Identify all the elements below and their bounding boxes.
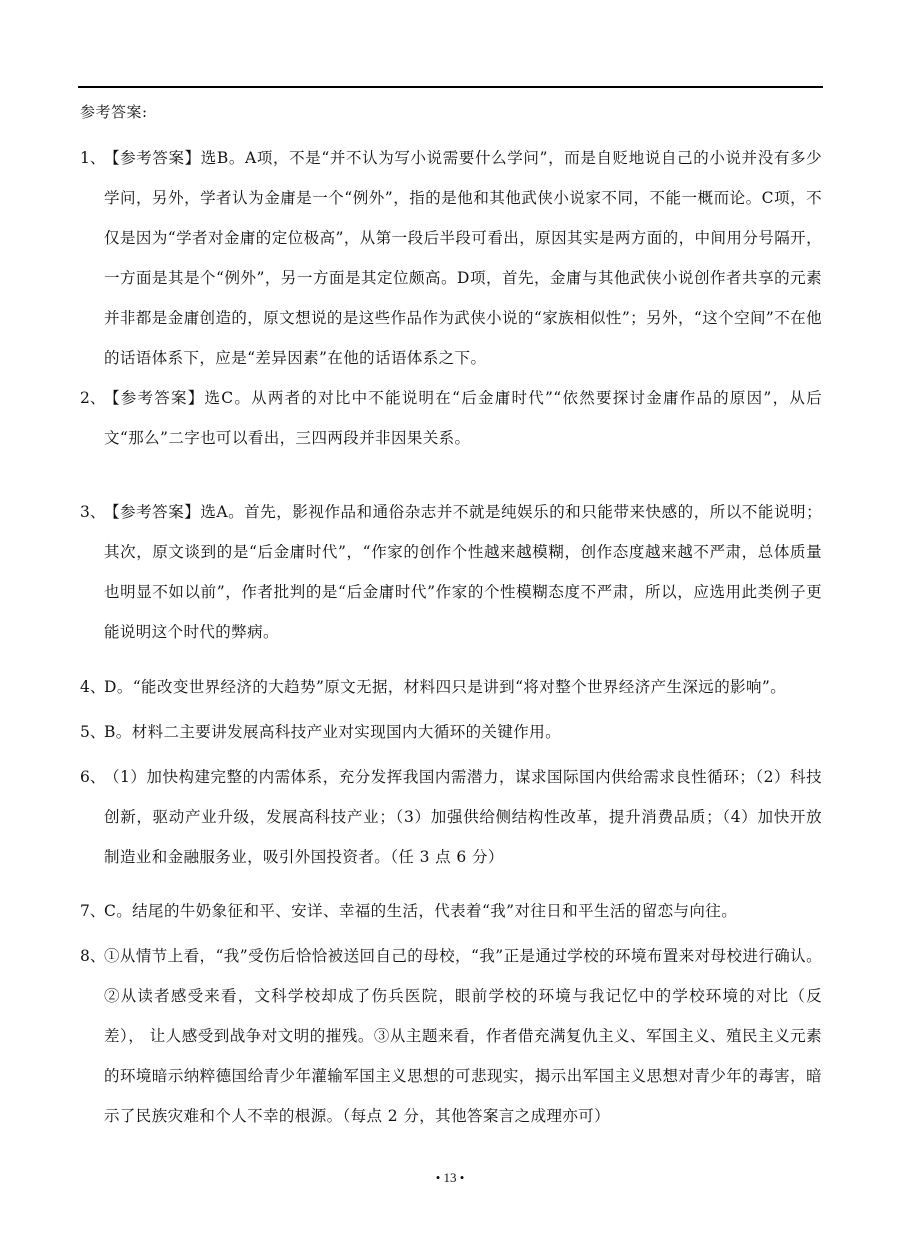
- answer-text: 【参考答案】选B。A项，不是“并不认为写小说需要什么学问”，而是自贬地说自己的小说并没有多少学问，另外，学者认为金庸是一个“例外”，指的是他和其他武侠小说家不同，不能一概而论。C项，不仅是因为“学者对金庸的定位极高”，从第一段后半段可看出，原因其实是两方面的，中间用分号隔开，一方面是其是个“例外”，另一方面是其定位颇高。D项，首先，金庸与其他武侠小说创作者共享的元素并非都是金庸创造的，原文想说的是这些作品作为武侠小说的“家族相似性”；另外，“这个空间”不在他的话语体系下，应是“差异因素”在他的话语体系之下。: [104, 149, 822, 367]
- answer-text: 【参考答案】选A。首先，影视作品和通俗杂志并不就是纯娱乐的和只能带来快感的，所以不能说明；其次，原文谈到的是“后金庸时代”，“作家的创作个性越来越模糊，创作态度越来越不严肃，总体质量也明显不如以前”，作者批判的是“后金庸时代”作家的个性模糊态度不严肃，所以，应选用此类例子更能说明这个时代的弊病。: [104, 503, 822, 641]
- answer-item-6: [80, 757, 822, 877]
- answer-text: （1）加快构建完整的内需体系，充分发挥我国内需潜力，谋求国际国内供给需求良性循环；（2）科技创新，驱动产业升级，发展高科技产业；（3）加强供给侧结构性改革，提升消费品质；（4）加快开放制造业和金融服务业，吸引外国投资者。（任 3 点 6 分）: [104, 768, 822, 866]
- answer-number: 8、: [80, 947, 106, 965]
- answer-number: 2、: [80, 389, 106, 407]
- answer-number: 4、: [80, 678, 106, 696]
- answer-number: 3、: [80, 503, 106, 521]
- answer-item-2: [80, 378, 822, 458]
- top-rule: [78, 86, 823, 88]
- answer-text: D。“能改变世界经济的大趋势”原文无据，材料四只是讲到“将对整个世界经济产生深远的影响”。: [104, 678, 787, 696]
- answer-item-4: [80, 667, 822, 707]
- answer-number: 1、: [80, 149, 106, 167]
- answer-text: B。材料二主要讲发展高科技产业对实现国内大循环的关键作用。: [104, 723, 561, 741]
- answer-text: 【参考答案】选C。从两者的对比中不能说明在“后金庸时代”“依然要探讨金庸作品的原因”，从后文“那么”二字也可以看出，三四两段并非因果关系。: [104, 389, 822, 447]
- answer-number: 7、: [80, 902, 106, 920]
- page-number: • 13 •: [435, 1170, 465, 1185]
- answer-text: ①从情节上看，“我”受伤后恰恰被送回自己的母校，“我”正是通过学校的环境布置来对母校进行确认。②从读者感受来看，文科学校却成了伤兵医院，眼前学校的环境与我记忆中的学校环境的对比（反差）， 让人感受到战争对文明的摧残。③从主题来看，作者借充满复仇主义、军国主义、殖民主义元素的环境暗示纳粹德国给青少年灌输军国主义思想的可悲现实，揭示出军国主义思想对青少年的毒害，暗示了民族灾难和个人不幸的根源。（每点 2 分，其他答案言之成理亦可）: [104, 947, 822, 1125]
- answer-text: C。结尾的牛奶象征和平、安详、幸福的生活，代表着“我”对往日和平生活的留恋与向往。: [104, 902, 738, 920]
- answer-item-1: [80, 138, 822, 378]
- answer-item-8: [80, 936, 822, 1136]
- answers-heading: 参考答案:: [80, 103, 148, 121]
- answer-item-5: [80, 712, 822, 752]
- answer-item-7: [80, 891, 822, 931]
- answer-number: 5、: [80, 723, 106, 741]
- answer-item-3: [80, 492, 822, 652]
- answer-number: 6、: [80, 768, 106, 786]
